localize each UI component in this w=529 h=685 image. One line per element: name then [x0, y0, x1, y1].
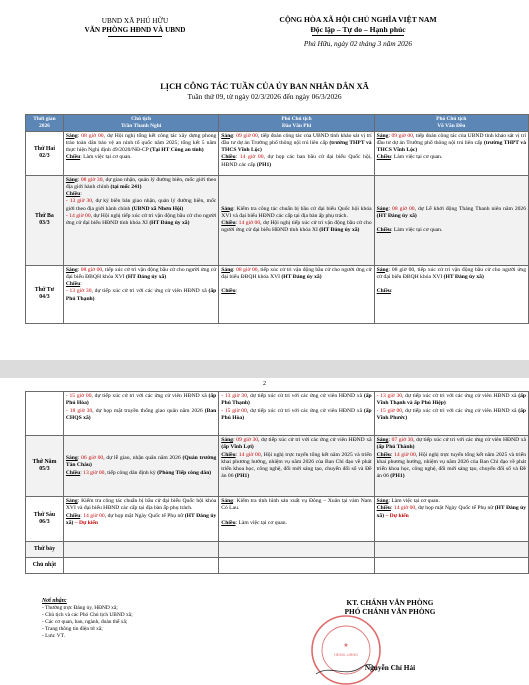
- page-number: 2: [263, 381, 266, 387]
- col-header-time: Thời gian 2026: [26, 115, 64, 132]
- table-row: [26, 392, 529, 436]
- recipient-item: - Lưu: VT.: [42, 633, 65, 639]
- recipient-item: - Thường trực Đảng ủy, HĐND xã;: [42, 605, 118, 611]
- schedule-table-page1: [25, 114, 529, 324]
- schedule-cell: Sáng: 08 giờ 00, dự Lễ khởi động Tháng Thanh niên năm 2026 (HT Đảng ủy xã) Chiều: Làm việc tại cơ quan.: [374, 175, 528, 265]
- day-cell-thursday: Thứ Năm 05/3: [26, 436, 64, 497]
- table-row: [26, 265, 529, 323]
- sign-title-2: PHÓ CHÁNH VĂN PHÒNG: [344, 607, 436, 616]
- schedule-cell: - 13 giờ 30, dự tiếp xúc cử tri với các ứng cử viên HĐND xã (ấp Vĩnh Thạnh và ấp Phú Hiệp) - 15 giờ 00, dự tiếp xúc cử tri với các ứng cử viên HĐND xã (ấp Vĩnh Phước): [374, 392, 528, 436]
- document-title: LỊCH CÔNG TÁC TUẦN CỦA ỦY BAN NHÂN DÂN XÃ: [160, 82, 369, 91]
- document-subtitle: Tuần thứ 09, từ ngày 02/3/2026 đến ngày 06/3/2026: [187, 92, 342, 101]
- day-cell-continued: [26, 392, 64, 436]
- agency-line2: VĂN PHÒNG HĐND VÀ UBND: [84, 26, 186, 34]
- svg-text:★: ★: [343, 643, 349, 649]
- schedule-cell: Sáng: 09 giờ 00, tiếp đoàn công tác của UBND tỉnh khảo sát vị trí đầu tư dự án Trường phổ thông nội trú liên cấp (trường THPT và THCS Vĩnh Lộc) Chiều: Làm việc tại cơ quan.: [374, 131, 528, 175]
- document-date: Phú Hữu, ngày 02 tháng 3 năm 2026: [303, 39, 413, 48]
- schedule-cell: - 13 giờ 30, dự tiếp xúc cử tri với các ứng cử viên HĐND xã (ấp Phú Thạnh) - 15 giờ 00, dự tiếp xúc cử tri với các ứng cử viên HĐND xã (ấp Phú Hòa): [219, 392, 374, 436]
- day-cell-monday: Thứ Hai 02/3: [26, 131, 64, 175]
- sign-title-1: KT. CHÁNH VĂN PHÒNG: [346, 598, 434, 607]
- recipient-item: - Chủ tịch và các Phó Chủ tịch UBND xã;: [42, 612, 133, 618]
- recipient-item: - Các cơ quan, ban, ngành, đoàn thể xã;: [42, 619, 128, 625]
- schedule-cell: Sáng: Kiểm tra tình hình sản xuất vụ Đông – Xuân tại vàm Nam Cỏ Lau. Chiều: Làm việc tại cơ quan.: [219, 497, 374, 542]
- schedule-cell: [63, 542, 218, 558]
- schedule-cell: [374, 542, 528, 558]
- recipients-block: [42, 598, 133, 640]
- agency-underline: [108, 36, 162, 37]
- schedule-cell: [63, 558, 218, 574]
- schedule-cell: Sáng: 08 giờ 00, tiếp xúc cử tri vận động bầu cử cho người ứng cử đại biểu ĐBQH khóa XVI (HT Đảng ủy xã) Chiều: - 13 giờ 30, dự tiếp xúc cử tri với các ứng cử viên HĐND xã (ấp Phú Thạnh): [63, 265, 218, 323]
- col-header-vice-chair-1: Phó Chủ tịch Đào Văn Phi: [219, 115, 374, 132]
- schedule-cell: - 15 giờ 00, dự tiếp xúc cử tri với các ứng cử viên HĐND xã (ấp Phú Hòa) - 18 giờ 30, dự họp mặt truyền thống giao quân năm 2026 (Ban CHQS xã): [63, 392, 218, 436]
- motto-underline: [312, 35, 404, 36]
- schedule-cell: Sáng: 06 giờ 00, dự lễ giao, nhận quân năm 2026 (Quản trường Tân Châu) Chiều: 13 giờ 00, tiếp công dân định kỳ (Phòng Tiếp công dân): [63, 436, 218, 497]
- schedule-cell: [374, 558, 528, 574]
- agency-header: [40, 17, 230, 37]
- schedule-cell: Sáng: 07 giờ 30, dự tiếp xúc cử tri với các ứng cử viên HĐND xã (ấp Phú Thành) Chiều: 14 giờ 00, Hội nghị trực tuyến tổng kết năm 2025 và triển khai phương hướng, nhiệm vụ năm 2026 của Ban Chỉ đạo về phát triển khoa học, công nghệ, đổi mới sáng tạo, chuyển đổi số và Đề án 06 (PH1): [374, 436, 528, 497]
- day-cell-saturday: Thứ bảy: [26, 542, 64, 558]
- col-header-vice-chair-2: Phó Chủ tịch Võ Văn Đều: [374, 115, 528, 132]
- day-cell-tuesday: Thứ Ba 03/3: [26, 175, 64, 265]
- table-row: [26, 558, 529, 574]
- schedule-cell: Sáng: 08 giờ 00, tiếp xúc cử tri vận động bầu cử cho người ứng cử đại biểu ĐBQH khóa XVI (HT Đảng ủy xã) Chiều:: [374, 265, 528, 323]
- official-seal-stamp: [310, 614, 382, 685]
- schedule-cell: Sáng: 08 giờ 00, dự Hội nghị tổng kết công tác xây dựng phong trào toàn dân bảo vệ an ninh tổ quốc năm 2025; tổng kết 5 năm thực hiện Nghị định 49/2020/NĐ-CP (Tại HT Công an tỉnh) Chiều: Làm việc tại cơ quan.: [63, 131, 218, 175]
- day-cell-wednesday: Thứ Tư 04/3: [26, 265, 64, 323]
- recipient-item: - Trang thông tin điện tử xã;: [42, 626, 103, 632]
- schedule-cell: [219, 558, 374, 574]
- schedule-cell: Sáng: 08 giờ 00, tiếp xúc cử tri vận động bầu cử cho người ứng cử đại biểu ĐBQH khóa XVI (HT Đảng ủy xã) Chiều:: [219, 265, 374, 323]
- nation-title: CỘNG HÒA XÃ HỘI CHỦ NGHĨA VIỆT NAM: [279, 15, 437, 24]
- table-row: [26, 497, 529, 542]
- col-header-chairman: Chủ tịch Trần Thanh Nghi: [63, 115, 218, 132]
- motto: Độc lập – Tự do – Hạnh phúc: [310, 25, 406, 34]
- schedule-cell: Sáng: 08 giờ 30, dự giao nhận, quản lý đường biên, mốc giới theo địa giới hành chính (tại mốc 241) Chiều: - 13 giờ 30, dự ký biên bản giao nhận, quản lý đường biên, mốc giới theo địa giới hành chính (UBND xã Nhơn Hội) - 14 giờ 00, dự Hội nghị tiếp xúc cử tri vận động bầu cử cho người ứng cử đại biểu HĐND tỉnh khóa XI (HT Đảng ủy xã): [63, 175, 218, 265]
- table-row: [26, 131, 529, 175]
- schedule-cell: Sáng: 09 giờ 00, tiếp đoàn công tác của UBND tỉnh khảo sát vị trí đầu tư dự án Trường phổ thông nội trú liên cấp (trường THPT và THCS Vĩnh Lộc) Chiều: 14 giờ 00, dự họp các ban bầu cử đại biểu Quốc hội, HĐND các cấp (PH1): [219, 131, 374, 175]
- day-cell-friday: Thứ Sáu 06/3: [26, 497, 64, 542]
- recipients-heading: Nơi nhận:: [42, 598, 67, 604]
- schedule-cell: Sáng: Kiểm tra công tác chuẩn bị bầu cử đại biểu Quốc hội khóa XVI và đại biểu HĐND các cấp tại địa bàn ấp phụ trách. Chiều: 14 giờ 00, dự họp mặt Ngày Quốc tế Phụ nữ (HT Đảng ủy xã) – Dự kiến: [63, 497, 218, 542]
- svg-text:HĐND-UBND: HĐND-UBND: [333, 652, 359, 657]
- schedule-cell: Sáng: Kiểm tra công tác chuẩn bị bầu cử đại biểu Quốc hội khóa XVI và đại biểu HĐND các cấp tại địa bàn ấp phụ trách. Chiều: 14 giờ 00, dự Hội nghị tiếp xúc cử tri vận động bầu cử cho người ứng cử đại biểu HĐND tỉnh khóa XI (HT Đảng ủy xã): [219, 175, 374, 265]
- schedule-cell: Sáng: Làm việc tại cơ quan. Chiều: 14 giờ 00, dự họp mặt Ngày Quốc tế Phụ nữ (HT Đảng ủy xã) – Dự kiến: [374, 497, 528, 542]
- document-page-2: [0, 378, 529, 685]
- table-header-row: [26, 115, 529, 132]
- schedule-table-page2: [25, 391, 529, 574]
- schedule-cell: Sáng: 09 giờ 30, dự tiếp xúc cử tri với các ứng cử viên HĐND xã (ấp Vĩnh Lợi) Chiều: 14 giờ 00, Hội nghị trực tuyến tổng kết năm 2025 và triển khai phương hướng, nhiệm vụ năm 2026 của Ban Chỉ đạo về phát triển khoa học, công nghệ, đổi mới sáng tạo, chuyển đổi số và Đề án 06 (PH1): [219, 436, 374, 497]
- table-row: [26, 542, 529, 558]
- table-row: [26, 175, 529, 265]
- agency-line1: UBND XÃ PHÚ HỮU: [101, 17, 169, 25]
- table-row: [26, 436, 529, 497]
- day-cell-sunday: Chủ nhật: [26, 558, 64, 574]
- signer-name: Nguyễn Chí Hải: [364, 663, 416, 672]
- schedule-cell: [219, 542, 374, 558]
- national-header: [228, 15, 488, 49]
